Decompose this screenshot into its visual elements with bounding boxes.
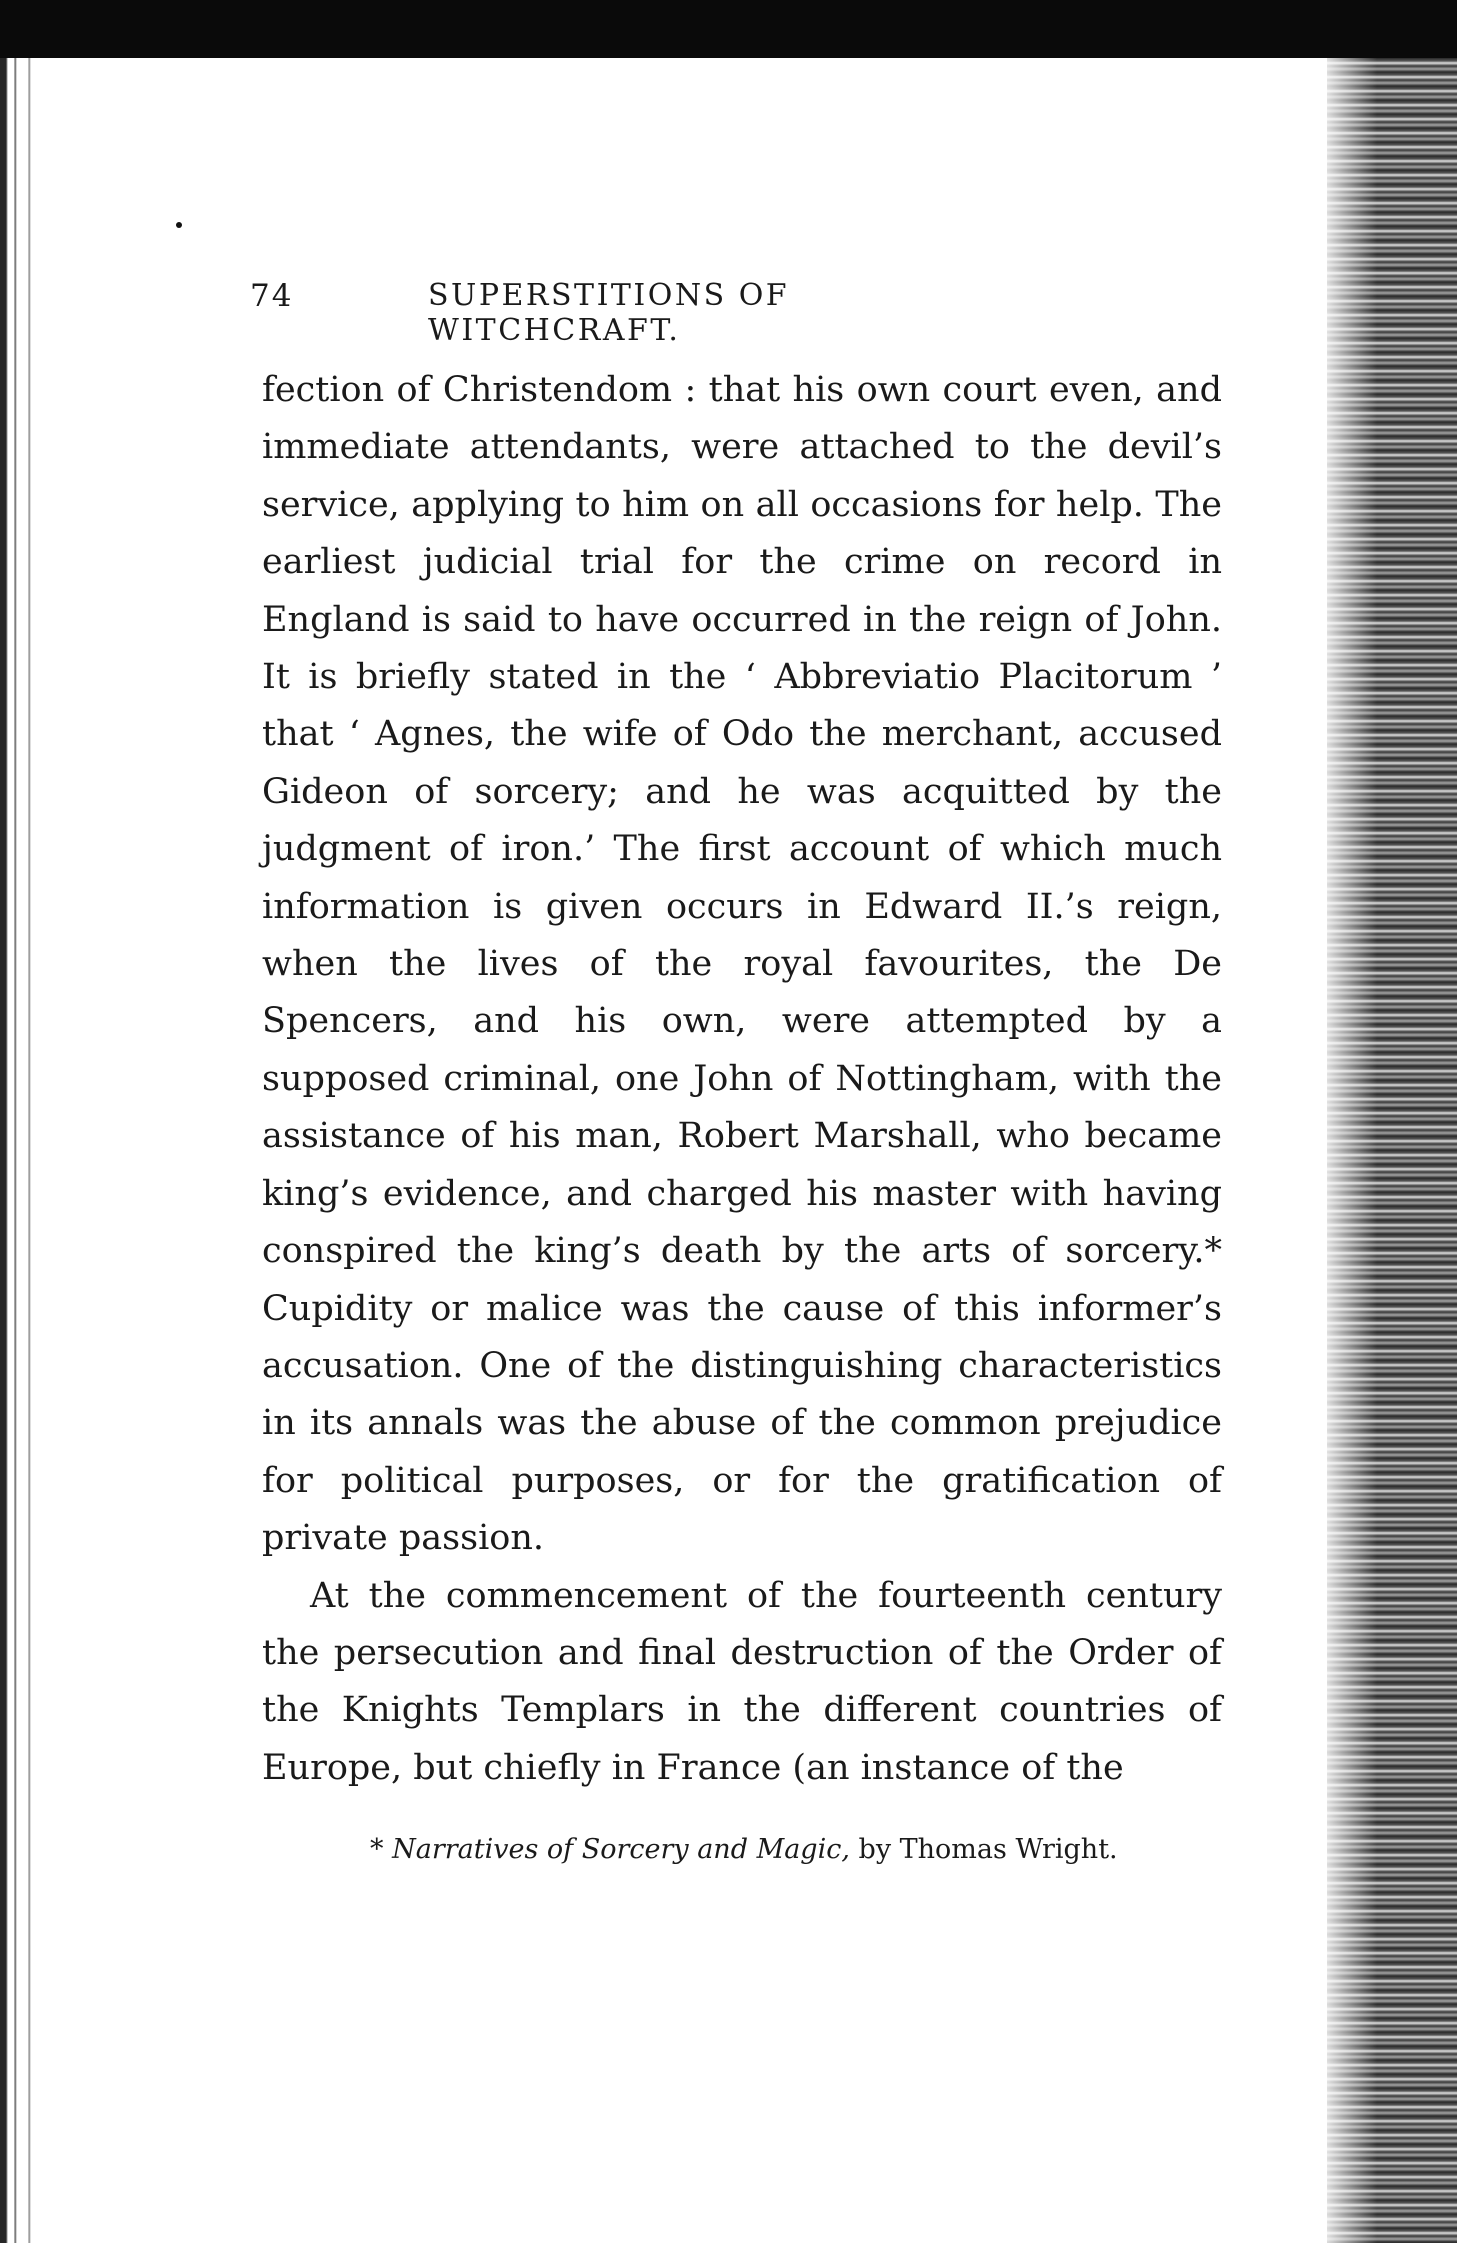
page-number: 74 (250, 278, 294, 314)
scan-left-edge (0, 58, 48, 2243)
running-head (250, 278, 1040, 348)
paragraph: fection of Christendom : that his own court even, and immediate attendants, were attached to the devil’s service, applying to him on all occasions for help. The earliest judicial trial for the crime on record in England is said to have occurred in the reign of John. It is briefly stated in the ‘ Abbreviatio Placitorum ’ that ‘ Agnes, the wife of Odo the merchant, accused Gideon of sorcery; and he was acquitted by the judgment of iron.’ The first account of which much information is given occurs in Edward II.’s reign, when the lives of the royal favourites, the De Spencers, and his own, were attempted by a supposed criminal, one John of Nottingham, with the assistance of his man, Robert Marshall, who became king’s evidence, and charged his master with having conspired the king’s death by the arts of sorcery.* Cupidity or malice was the cause of this informer’s accusation. One of the distinguishing characteristics in its annals was the abuse of the common prejudice for political purposes, or for the gratification of private passion. (262, 370, 1222, 1559)
body-text (262, 362, 1222, 1797)
scan-top-border (0, 0, 1457, 58)
scan-right-edge-fade (1317, 58, 1377, 2243)
ink-speck (176, 222, 182, 228)
footnote-marker: * (370, 1834, 384, 1865)
running-title: SUPERSTITIONS OF WITCHCRAFT. (428, 278, 790, 348)
footnote (370, 1830, 1190, 1870)
paragraph: At the commencement of the fourteenth century the persecution and final destruction of the Order of the Knights Templars in the different countries of Europe, but chiefly in France (an instance of the (262, 1575, 1222, 1788)
footnote-attribution: by Thomas Wright. (858, 1834, 1118, 1865)
footnote-title: Narratives of Sorcery and Magic, (392, 1834, 850, 1865)
